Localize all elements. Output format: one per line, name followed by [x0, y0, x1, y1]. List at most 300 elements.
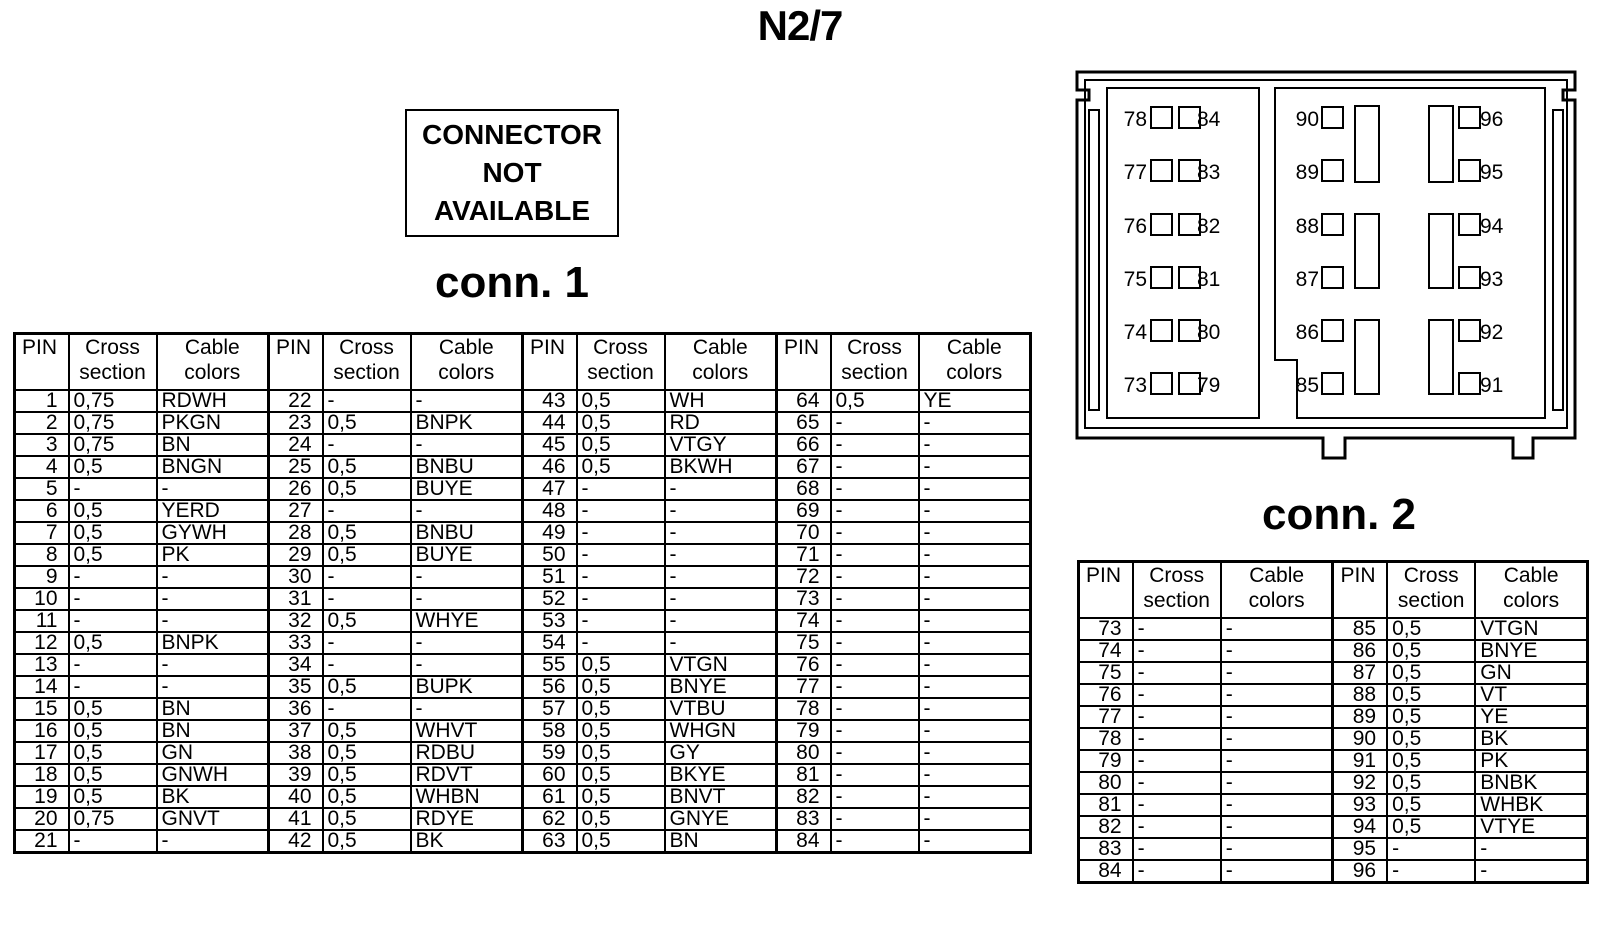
- cross-section-value: -: [69, 830, 157, 853]
- pin-number: 61: [523, 786, 577, 808]
- table-row: [15, 522, 1031, 544]
- table-row: [1079, 728, 1588, 750]
- cable-color-value: PK: [157, 544, 269, 566]
- cross-section-value: 0,5: [69, 544, 157, 566]
- na-line-1: CONNECTOR: [422, 119, 602, 150]
- pin-number: 96: [1333, 860, 1387, 883]
- cross-section-value: 0,5: [577, 698, 665, 720]
- pin-number: 59: [523, 742, 577, 764]
- cable-color-value: VT: [1475, 684, 1587, 706]
- table-row: [15, 610, 1031, 632]
- cable-color-value: BK: [1475, 728, 1587, 750]
- pin-number: 51: [523, 566, 577, 588]
- pin-number: 83: [777, 808, 831, 830]
- cable-color-value: BKWH: [665, 456, 777, 478]
- cross-section-value: 0,5: [69, 632, 157, 654]
- cable-color-value: -: [1221, 838, 1333, 860]
- pin-header: PIN: [269, 334, 323, 390]
- table-row: [15, 698, 1031, 720]
- pin-socket: [1459, 107, 1480, 128]
- cable-color-value: BNBK: [1475, 772, 1587, 794]
- pin-number: 64: [777, 390, 831, 412]
- pin-number: 25: [269, 456, 323, 478]
- table-row: [15, 566, 1031, 588]
- pin-number: 36: [269, 698, 323, 720]
- pin-number: 52: [523, 588, 577, 610]
- pin-number: 54: [523, 632, 577, 654]
- pin-label: 79: [1197, 374, 1221, 397]
- cable-color-value: GN: [157, 742, 269, 764]
- conn1-title: conn. 1: [435, 258, 590, 307]
- pin-number: 23: [269, 412, 323, 434]
- cross-section-value: -: [831, 412, 919, 434]
- pin-label: 94: [1480, 215, 1504, 238]
- cross-section-value: -: [831, 522, 919, 544]
- pin-socket: [1151, 267, 1172, 288]
- cross-section-value: 0,5: [577, 676, 665, 698]
- pin-label: 96: [1480, 108, 1504, 131]
- pin-number: 49: [523, 522, 577, 544]
- pin-number: 58: [523, 720, 577, 742]
- pin-label: 77: [1123, 161, 1147, 184]
- pin-number: 94: [1333, 816, 1387, 838]
- cross-section-value: -: [831, 720, 919, 742]
- pin-number: 92: [1333, 772, 1387, 794]
- pin-number: 6: [15, 500, 69, 522]
- table-row: [15, 654, 1031, 676]
- cable-color-value: VTGN: [1475, 618, 1587, 640]
- cross-section-value: 0,5: [69, 764, 157, 786]
- cross-section-value: -: [831, 764, 919, 786]
- pin-socket: [1322, 160, 1343, 181]
- pin-number: 39: [269, 764, 323, 786]
- cross-section-value: 0,5: [577, 720, 665, 742]
- cable-colors-header: Cable colors: [1475, 562, 1587, 618]
- cross-section-value: 0,75: [69, 434, 157, 456]
- pin-number: 93: [1333, 794, 1387, 816]
- cross-section-header: Cross section: [323, 334, 411, 390]
- pin-socket: [1151, 373, 1172, 394]
- cable-color-value: -: [919, 478, 1031, 500]
- cross-section-value: 0,5: [323, 786, 411, 808]
- cross-section-value: 0,5: [69, 522, 157, 544]
- connector-pinout-diagram: [1075, 70, 1595, 460]
- pin-number: 2: [15, 412, 69, 434]
- coding-slot: [1355, 214, 1379, 288]
- pin-number: 83: [1079, 838, 1133, 860]
- pin-label: 80: [1197, 321, 1221, 344]
- pin-number: 79: [777, 720, 831, 742]
- cross-section-value: -: [1133, 684, 1221, 706]
- cross-section-value: -: [323, 632, 411, 654]
- pin-number: 50: [523, 544, 577, 566]
- table-row: [1079, 662, 1588, 684]
- pin-label: 92: [1480, 321, 1504, 344]
- pin-number: 15: [15, 698, 69, 720]
- cable-color-value: BNBU: [411, 522, 523, 544]
- cross-section-value: -: [577, 566, 665, 588]
- cross-section-value: -: [831, 566, 919, 588]
- cable-color-value: -: [1221, 816, 1333, 838]
- pin-label: 78: [1123, 108, 1147, 131]
- pin-number: 69: [777, 500, 831, 522]
- cross-section-value: 0,5: [577, 830, 665, 853]
- pin-socket: [1322, 107, 1343, 128]
- pin-number: 82: [777, 786, 831, 808]
- cable-color-value: -: [919, 654, 1031, 676]
- pin-number: 82: [1079, 816, 1133, 838]
- pin-header: PIN: [1079, 562, 1133, 618]
- pin-number: 29: [269, 544, 323, 566]
- pin-number: 74: [1079, 640, 1133, 662]
- pin-label: 93: [1480, 268, 1504, 291]
- cable-color-value: -: [1221, 684, 1333, 706]
- cross-section-value: -: [1387, 860, 1475, 883]
- cross-section-value: -: [831, 434, 919, 456]
- cable-color-value: -: [919, 808, 1031, 830]
- na-line-2: NOT: [482, 157, 542, 188]
- cable-color-value: BN: [665, 830, 777, 853]
- cable-color-value: BK: [411, 830, 523, 853]
- pin-number: 19: [15, 786, 69, 808]
- pin-number: 1: [15, 390, 69, 412]
- cable-color-value: -: [919, 720, 1031, 742]
- pin-number: 24: [269, 434, 323, 456]
- cross-section-value: -: [577, 478, 665, 500]
- cross-section-header: Cross section: [1133, 562, 1221, 618]
- cable-color-value: -: [919, 764, 1031, 786]
- pin-number: 63: [523, 830, 577, 853]
- pin-number: 91: [1333, 750, 1387, 772]
- cable-color-value: WHVT: [411, 720, 523, 742]
- cable-color-value: -: [1221, 728, 1333, 750]
- cable-color-value: GNWH: [157, 764, 269, 786]
- pin-header: PIN: [777, 334, 831, 390]
- coding-slot: [1355, 320, 1379, 394]
- cross-section-header: Cross section: [831, 334, 919, 390]
- cross-section-value: -: [69, 566, 157, 588]
- cross-section-value: 0,5: [69, 742, 157, 764]
- pin-number: 10: [15, 588, 69, 610]
- cross-section-value: -: [69, 478, 157, 500]
- cross-section-value: 0,5: [1387, 618, 1475, 640]
- pin-number: 84: [1079, 860, 1133, 883]
- pin-number: 11: [15, 610, 69, 632]
- pin-number: 78: [777, 698, 831, 720]
- table-row: [15, 588, 1031, 610]
- cross-section-value: -: [323, 390, 411, 412]
- cross-section-value: -: [831, 632, 919, 654]
- cross-section-value: -: [831, 478, 919, 500]
- cross-section-value: -: [1133, 640, 1221, 662]
- pin-number: 95: [1333, 838, 1387, 860]
- pin-number: 89: [1333, 706, 1387, 728]
- table-row: [15, 412, 1031, 434]
- pin-number: 12: [15, 632, 69, 654]
- cable-color-value: -: [665, 632, 777, 654]
- cable-color-value: -: [1221, 662, 1333, 684]
- cross-section-value: 0,75: [69, 808, 157, 830]
- conn2-pin-table: [1077, 560, 1589, 884]
- cable-color-value: BN: [157, 720, 269, 742]
- cross-section-value: -: [831, 544, 919, 566]
- cable-color-value: -: [919, 698, 1031, 720]
- cross-section-value: -: [69, 654, 157, 676]
- pin-number: 45: [523, 434, 577, 456]
- cable-color-value: BNYE: [1475, 640, 1587, 662]
- cable-color-value: WHGN: [665, 720, 777, 742]
- cross-section-value: -: [1133, 750, 1221, 772]
- pin-number: 31: [269, 588, 323, 610]
- cable-color-value: -: [665, 610, 777, 632]
- cross-section-value: 0,5: [323, 830, 411, 853]
- cable-color-value: -: [1221, 640, 1333, 662]
- cross-section-value: 0,5: [323, 676, 411, 698]
- cross-section-value: 0,5: [577, 808, 665, 830]
- cross-section-value: -: [831, 456, 919, 478]
- pin-number: 90: [1333, 728, 1387, 750]
- cable-color-value: -: [919, 544, 1031, 566]
- pin-label: 76: [1123, 215, 1147, 238]
- pin-number: 76: [1079, 684, 1133, 706]
- table-header-row: [1079, 562, 1588, 618]
- pin-socket: [1322, 373, 1343, 394]
- pin-label: 85: [1295, 374, 1319, 397]
- pin-number: 47: [523, 478, 577, 500]
- cable-color-value: -: [157, 588, 269, 610]
- table-row: [1079, 794, 1588, 816]
- cable-color-value: RDBU: [411, 742, 523, 764]
- cable-color-value: YE: [919, 390, 1031, 412]
- pin-number: 74: [777, 610, 831, 632]
- cable-color-value: -: [157, 676, 269, 698]
- pin-number: 88: [1333, 684, 1387, 706]
- pin-number: 55: [523, 654, 577, 676]
- pin-number: 77: [1079, 706, 1133, 728]
- cross-section-value: 0,5: [69, 720, 157, 742]
- pin-label: 95: [1480, 161, 1504, 184]
- cable-color-value: WHYE: [411, 610, 523, 632]
- cable-color-value: -: [157, 610, 269, 632]
- cross-section-value: -: [831, 830, 919, 853]
- cross-section-value: 0,5: [1387, 640, 1475, 662]
- pin-number: 80: [1079, 772, 1133, 794]
- cross-section-value: -: [1387, 838, 1475, 860]
- cable-color-value: VTYE: [1475, 816, 1587, 838]
- pin-number: 5: [15, 478, 69, 500]
- cable-color-value: -: [1221, 750, 1333, 772]
- cable-color-value: -: [919, 412, 1031, 434]
- table-row: [1079, 772, 1588, 794]
- cable-color-value: -: [919, 786, 1031, 808]
- cross-section-value: 0,5: [69, 698, 157, 720]
- pin-number: 18: [15, 764, 69, 786]
- cable-color-value: GNYE: [665, 808, 777, 830]
- pin-number: 37: [269, 720, 323, 742]
- pin-number: 81: [777, 764, 831, 786]
- cross-section-value: 0,5: [577, 786, 665, 808]
- cable-color-value: VTGN: [665, 654, 777, 676]
- cable-color-value: GN: [1475, 662, 1587, 684]
- cable-color-value: WHBN: [411, 786, 523, 808]
- cable-color-value: YERD: [157, 500, 269, 522]
- cable-color-value: RDVT: [411, 764, 523, 786]
- cable-color-value: -: [411, 434, 523, 456]
- cross-section-value: -: [323, 588, 411, 610]
- cable-color-value: -: [411, 632, 523, 654]
- table-row: [15, 632, 1031, 654]
- coding-slot: [1355, 106, 1379, 182]
- cable-color-value: BNPK: [157, 632, 269, 654]
- cross-section-value: -: [831, 500, 919, 522]
- pin-socket: [1151, 320, 1172, 341]
- cable-color-value: -: [919, 610, 1031, 632]
- cross-section-value: 0,5: [323, 412, 411, 434]
- cross-section-value: 0,5: [577, 412, 665, 434]
- cable-color-value: -: [919, 676, 1031, 698]
- cable-color-value: BKYE: [665, 764, 777, 786]
- coding-slot: [1429, 214, 1453, 288]
- cable-color-value: -: [919, 566, 1031, 588]
- cable-color-value: -: [411, 698, 523, 720]
- cable-color-value: BNVT: [665, 786, 777, 808]
- table-row: [15, 742, 1031, 764]
- cable-colors-header: Cable colors: [157, 334, 269, 390]
- pin-number: 27: [269, 500, 323, 522]
- cable-color-value: GNVT: [157, 808, 269, 830]
- cable-color-value: -: [919, 434, 1031, 456]
- pin-label: 81: [1197, 268, 1221, 291]
- pin-number: 62: [523, 808, 577, 830]
- cable-color-value: VTGY: [665, 434, 777, 456]
- table-row: [15, 500, 1031, 522]
- pin-number: 57: [523, 698, 577, 720]
- pin-number: 13: [15, 654, 69, 676]
- pin-number: 38: [269, 742, 323, 764]
- cross-section-value: 0,5: [323, 808, 411, 830]
- cable-color-value: -: [157, 566, 269, 588]
- cross-section-value: 0,5: [577, 742, 665, 764]
- cross-section-value: 0,75: [69, 412, 157, 434]
- cross-section-value: 0,5: [1387, 772, 1475, 794]
- cross-section-value: -: [1133, 772, 1221, 794]
- cross-section-value: 0,5: [69, 786, 157, 808]
- cable-color-value: BNYE: [665, 676, 777, 698]
- cable-color-value: -: [1221, 706, 1333, 728]
- cross-section-value: 0,5: [323, 456, 411, 478]
- cross-section-value: -: [323, 434, 411, 456]
- cross-section-value: 0,5: [1387, 816, 1475, 838]
- pin-number: 35: [269, 676, 323, 698]
- connector-not-available-box: [405, 109, 619, 237]
- cable-color-value: RD: [665, 412, 777, 434]
- page-title: N2/7: [757, 2, 843, 49]
- cable-color-value: -: [919, 522, 1031, 544]
- pin-number: 30: [269, 566, 323, 588]
- cross-section-value: -: [831, 808, 919, 830]
- pin-label: 83: [1197, 161, 1221, 184]
- pin-number: 78: [1079, 728, 1133, 750]
- pin-number: 67: [777, 456, 831, 478]
- cable-color-value: -: [157, 654, 269, 676]
- cross-section-value: 0,5: [323, 544, 411, 566]
- cross-section-value: -: [831, 786, 919, 808]
- cable-color-value: -: [665, 522, 777, 544]
- pin-socket: [1322, 320, 1343, 341]
- cable-color-value: -: [1221, 618, 1333, 640]
- cable-color-value: RDYE: [411, 808, 523, 830]
- conn1-pin-table: [13, 332, 1032, 854]
- cable-colors-header: Cable colors: [411, 334, 523, 390]
- pin-number: 81: [1079, 794, 1133, 816]
- conn2-title: conn. 2: [1262, 490, 1417, 539]
- table-row: [15, 478, 1031, 500]
- pin-number: 48: [523, 500, 577, 522]
- pin-number: 7: [15, 522, 69, 544]
- pin-number: 26: [269, 478, 323, 500]
- cable-color-value: -: [1475, 838, 1587, 860]
- cable-color-value: BNPK: [411, 412, 523, 434]
- pin-number: 75: [1079, 662, 1133, 684]
- cross-section-value: 0,5: [577, 654, 665, 676]
- cross-section-value: -: [831, 654, 919, 676]
- pin-number: 4: [15, 456, 69, 478]
- cross-section-value: -: [323, 566, 411, 588]
- cable-color-value: -: [665, 588, 777, 610]
- pin-number: 85: [1333, 618, 1387, 640]
- pin-label: 88: [1295, 215, 1319, 238]
- cable-color-value: -: [665, 566, 777, 588]
- pin-number: 71: [777, 544, 831, 566]
- cable-color-value: -: [665, 478, 777, 500]
- cross-section-value: -: [323, 698, 411, 720]
- cross-section-value: 0,5: [323, 764, 411, 786]
- pin-header: PIN: [15, 334, 69, 390]
- pin-number: 79: [1079, 750, 1133, 772]
- cable-color-value: GYWH: [157, 522, 269, 544]
- cross-section-value: -: [577, 588, 665, 610]
- table-header-row: [15, 334, 1031, 390]
- table-row: [1079, 750, 1588, 772]
- cross-section-value: 0,5: [577, 456, 665, 478]
- cross-section-value: 0,5: [1387, 728, 1475, 750]
- table-row: [15, 808, 1031, 830]
- coding-slot: [1429, 320, 1453, 394]
- pin-label: 75: [1123, 268, 1147, 291]
- pin-number: 17: [15, 742, 69, 764]
- pin-number: 28: [269, 522, 323, 544]
- pin-number: 41: [269, 808, 323, 830]
- pin-number: 87: [1333, 662, 1387, 684]
- table-row: [1079, 640, 1588, 662]
- cable-color-value: -: [1221, 794, 1333, 816]
- cable-color-value: PK: [1475, 750, 1587, 772]
- pin-socket: [1459, 373, 1480, 394]
- table-row: [15, 434, 1031, 456]
- cross-section-value: -: [831, 676, 919, 698]
- table-row: [15, 764, 1031, 786]
- cross-section-value: -: [831, 742, 919, 764]
- cross-section-value: -: [69, 610, 157, 632]
- pin-number: 70: [777, 522, 831, 544]
- cable-color-value: RDWH: [157, 390, 269, 412]
- pin-socket: [1459, 214, 1480, 235]
- cross-section-value: -: [1133, 706, 1221, 728]
- cable-color-value: -: [919, 742, 1031, 764]
- pin-socket: [1459, 320, 1480, 341]
- cross-section-value: 0,5: [1387, 750, 1475, 772]
- pin-number: 76: [777, 654, 831, 676]
